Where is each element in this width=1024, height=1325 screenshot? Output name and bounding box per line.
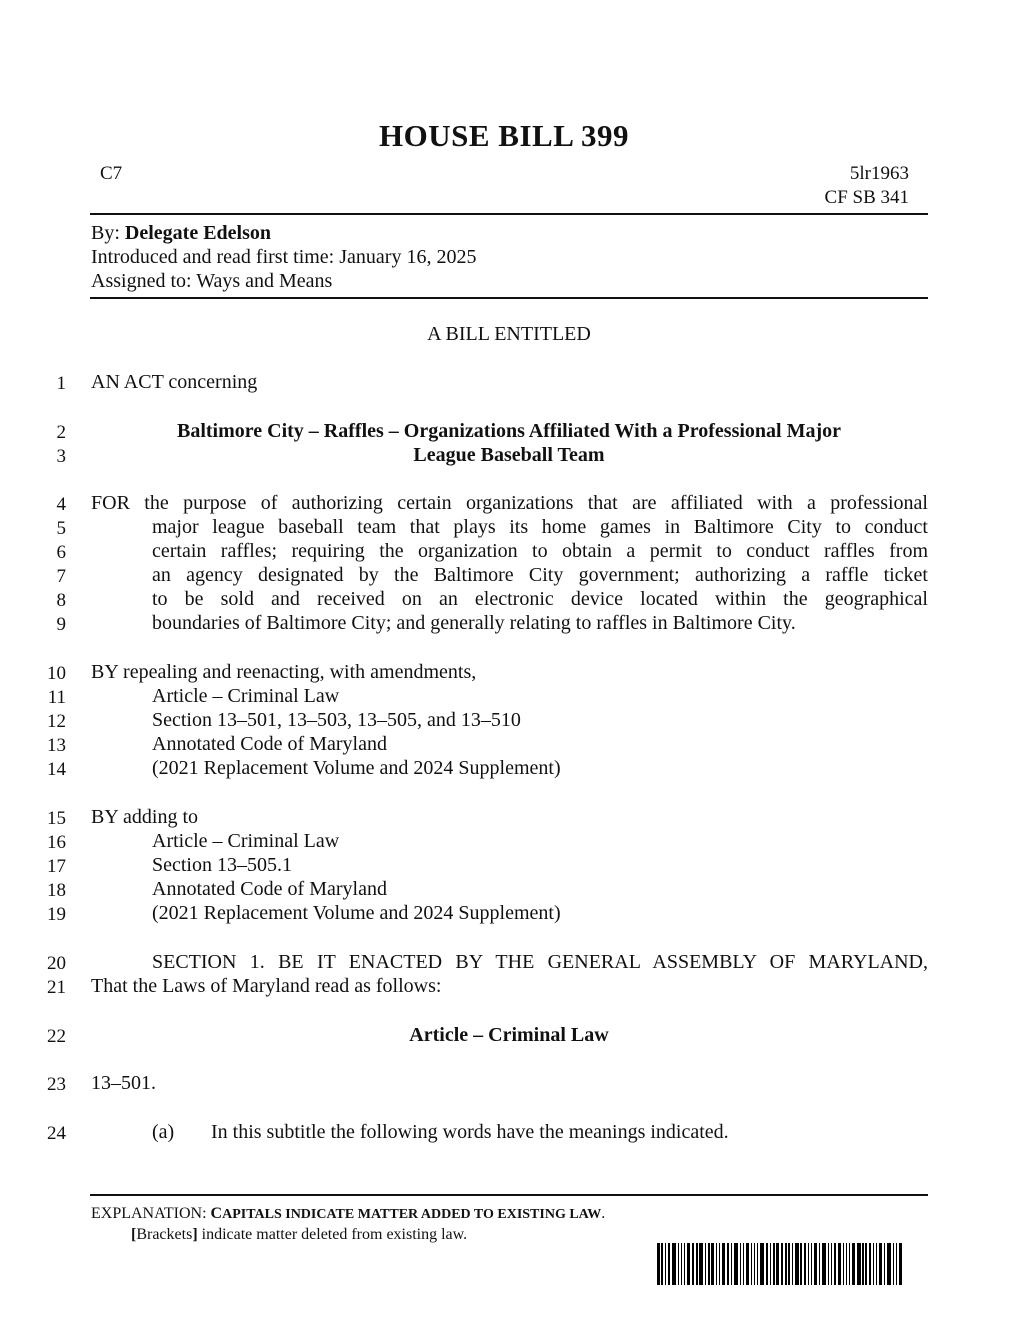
line-number: 6 (56, 542, 66, 563)
act-title-line-1: Baltimore City – Raffles – Organizations Affiliated With a Professional Major (176, 420, 841, 442)
barcode-bar (869, 1243, 872, 1285)
purpose-line: to be sold and received on an electronic device located within the geographical (152, 588, 928, 610)
explanation-line (91, 1205, 605, 1223)
barcode-bar (838, 1243, 841, 1285)
line-number: 16 (47, 832, 66, 853)
article-ref: Article – Criminal Law (152, 830, 340, 852)
barcode-bar (800, 1243, 801, 1285)
explanation-label: EXPLANATION: (91, 1205, 211, 1222)
line-number: 14 (47, 759, 66, 780)
barcode-bar (831, 1243, 832, 1285)
barcode-bar (781, 1243, 784, 1285)
barcode-bar (857, 1243, 861, 1285)
repealing-heading: BY repealing and reenacting, with amendments, (91, 661, 477, 683)
capitals-first: C (210, 1205, 223, 1222)
barcode-bar (672, 1243, 676, 1285)
barcode-bar (692, 1243, 695, 1285)
barcode-bar (719, 1243, 720, 1285)
barcode-bar (751, 1243, 752, 1285)
barcode-bar (661, 1243, 662, 1285)
code-ref: Annotated Code of Maryland (152, 878, 387, 900)
barcode-bar (843, 1243, 844, 1285)
line-number: 17 (47, 856, 66, 877)
barcode-bar (785, 1243, 786, 1285)
barcode-bar (727, 1243, 730, 1285)
line-number: 2 (56, 422, 66, 443)
barcode-bar (766, 1243, 769, 1285)
barcode-bar (681, 1243, 682, 1285)
section-number: 13–501. (91, 1072, 156, 1094)
line-number: 9 (56, 614, 66, 635)
purpose-line: boundaries of Baltimore City; and generally relating to raffles in Baltimore City. (152, 612, 796, 634)
line-number: 23 (47, 1074, 66, 1095)
barcode-bar (711, 1243, 714, 1285)
barcode-bar (876, 1243, 877, 1285)
footer-rule (90, 1194, 928, 1196)
barcode-bar (849, 1243, 850, 1285)
adding-heading: BY adding to (91, 806, 199, 828)
purpose-line: an agency designated by the Baltimore City government; authorizing a raffle ticket (152, 564, 928, 586)
line-number: 22 (47, 1026, 66, 1047)
barcode-bar (760, 1243, 764, 1285)
assigned-line: Assigned to: Ways and Means (91, 270, 333, 292)
line-number: 7 (56, 566, 66, 587)
purpose-line: FOR the purpose of authorizing certain organizations that are affiliated with a professional (91, 492, 928, 514)
barcode-bar (699, 1243, 703, 1285)
barcode-bar (811, 1243, 812, 1285)
barcode-bar (822, 1243, 826, 1285)
barcode-bar (743, 1243, 744, 1285)
line-number: 4 (56, 494, 66, 515)
barcode-bar (696, 1243, 697, 1285)
barcode-bar (808, 1243, 809, 1285)
barcode-bar (668, 1243, 671, 1285)
barcode-bar (684, 1243, 685, 1285)
line-number: 21 (47, 977, 66, 998)
capitals-rest: APITALS INDICATE MATTER ADDED TO EXISTING LAW (222, 1207, 602, 1222)
barcode-bar (734, 1243, 738, 1285)
line-number: 19 (47, 904, 66, 925)
brackets-line (131, 1226, 467, 1244)
sponsor-name: Delegate Edelson (124, 222, 271, 244)
by-label: By: (91, 222, 125, 244)
barcode-bar (893, 1243, 894, 1285)
line-number: 24 (47, 1123, 66, 1144)
line-number: 1 (56, 373, 66, 394)
barcode-bar (846, 1243, 847, 1285)
barcode-bar (852, 1243, 855, 1285)
barcode-bar (804, 1243, 807, 1285)
barcode-bar (687, 1243, 690, 1285)
brackets-rest: indicate matter deleted from existing law. (197, 1226, 468, 1243)
bill-number: 5lr1963 (849, 163, 909, 184)
code-ref: Annotated Code of Maryland (152, 733, 387, 755)
sponsor-line (91, 222, 271, 245)
barcode-bar (899, 1243, 902, 1285)
barcode-bar (814, 1243, 817, 1285)
barcode-bar (792, 1243, 793, 1285)
barcode-bar (705, 1243, 706, 1285)
barcode-bar (754, 1243, 755, 1285)
barcode-bar (865, 1243, 866, 1285)
line-number: 3 (56, 446, 66, 467)
bracket-close: ] (192, 1226, 198, 1243)
line-number: 10 (47, 663, 66, 684)
barcode-bar (879, 1243, 882, 1285)
act-concerning: AN ACT concerning (91, 371, 258, 393)
line-number: 5 (56, 518, 66, 539)
line-number: 12 (47, 711, 66, 732)
sponsor-rule (90, 297, 928, 299)
line-number: 18 (47, 880, 66, 901)
enacting-clause-cont: That the Laws of Maryland read as follows: (91, 975, 442, 997)
section-ref: Section 13–505.1 (152, 854, 292, 876)
barcode-bar (746, 1243, 749, 1285)
purpose-line: certain raffles; requiring the organization to obtain a permit to conduct raffles from (152, 540, 928, 562)
barcode-bar (887, 1243, 891, 1285)
barcode-bar (795, 1243, 799, 1285)
barcode-bar (757, 1243, 758, 1285)
barcode-bar (770, 1243, 771, 1285)
line-number: 13 (47, 735, 66, 756)
barcode-bar (873, 1243, 874, 1285)
barcode-bar (862, 1243, 863, 1285)
barcode-bar (716, 1243, 717, 1285)
barcode-bar (657, 1243, 660, 1285)
barcode-bar (896, 1243, 897, 1285)
barcode-bar (773, 1243, 774, 1285)
barcode-bar (708, 1243, 709, 1285)
line-number: 15 (47, 808, 66, 829)
subsection-label: (a) (152, 1121, 175, 1143)
barcode-bar (819, 1243, 820, 1285)
brackets-word: Brackets (136, 1226, 193, 1243)
explanation-period: . (601, 1205, 606, 1222)
barcode-bar (776, 1243, 779, 1285)
bracket-open: [ (131, 1226, 137, 1243)
subject-code: C7 (100, 163, 123, 184)
bill-entitled: A BILL ENTITLED (427, 323, 591, 345)
barcode-bar (884, 1243, 885, 1285)
header-rule (90, 213, 928, 215)
article-ref: Article – Criminal Law (152, 685, 340, 707)
act-title-line-2: League Baseball Team (413, 444, 605, 466)
barcode-bar (788, 1243, 789, 1285)
cross-file: CF SB 341 (824, 187, 909, 208)
subsection-text: In this subtitle the following words have the meanings indicated. (211, 1121, 729, 1143)
barcode-bar (665, 1243, 666, 1285)
volume-ref: (2021 Replacement Volume and 2024 Supplement) (152, 902, 561, 924)
section-ref: Section 13–501, 13–503, 13–505, and 13–510 (152, 709, 521, 731)
line-number: 8 (56, 590, 66, 611)
barcode-bar (731, 1243, 732, 1285)
enacting-clause: SECTION 1. BE IT ENACTED BY THE GENERAL ASSEMBLY OF MARYLAND, (152, 951, 928, 973)
barcode-bar (834, 1243, 837, 1285)
volume-ref: (2021 Replacement Volume and 2024 Supplement) (152, 757, 561, 779)
barcode-bar (722, 1243, 725, 1285)
barcode-bar (828, 1243, 829, 1285)
article-heading: Article – Criminal Law (409, 1024, 609, 1046)
barcode-bar (678, 1243, 679, 1285)
introduced-line: Introduced and read first time: January 16, 2025 (91, 246, 477, 268)
barcode-bar (740, 1243, 741, 1285)
barcode-icon (657, 1243, 905, 1285)
bill-title: HOUSE BILL 399 (379, 118, 629, 153)
line-number: 11 (47, 687, 66, 708)
line-number: 20 (47, 953, 66, 974)
purpose-line: major league baseball team that plays its home games in Baltimore City to conduct (152, 516, 928, 538)
